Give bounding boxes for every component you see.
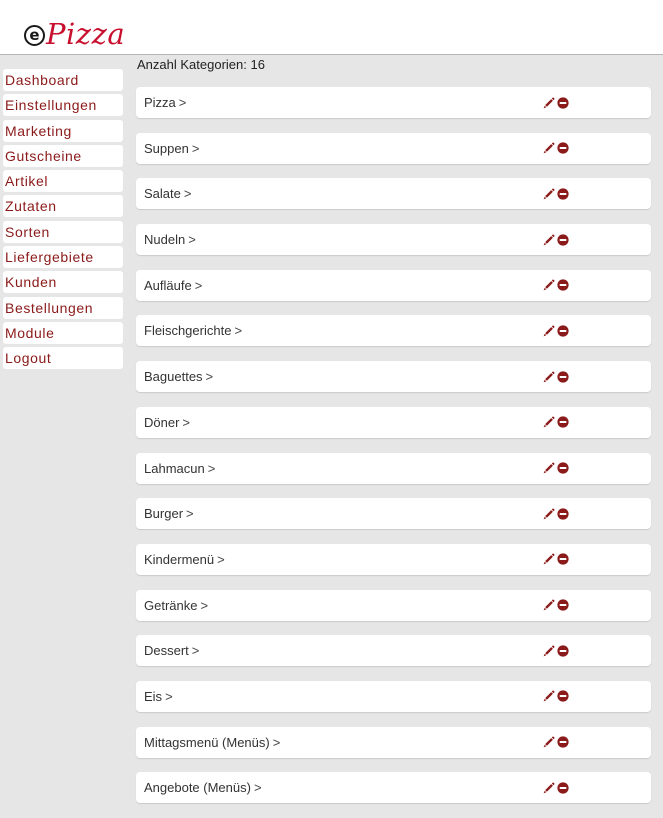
chevron-right-icon: > xyxy=(165,688,173,704)
pencil-icon[interactable] xyxy=(543,325,555,337)
minus-circle-icon[interactable] xyxy=(557,508,569,520)
pencil-icon[interactable] xyxy=(543,782,555,794)
category-link[interactable] xyxy=(144,635,199,666)
sidebar-item-gutscheine[interactable]: Gutscheine xyxy=(3,145,123,167)
category-link[interactable] xyxy=(144,133,199,164)
chevron-right-icon: > xyxy=(194,277,203,293)
minus-circle-icon[interactable] xyxy=(557,279,569,291)
category-link[interactable] xyxy=(144,453,215,484)
chevron-right-icon: > xyxy=(217,551,225,567)
logo-e-circle: e xyxy=(24,25,45,46)
row-actions xyxy=(543,507,569,520)
chevron-right-icon: > xyxy=(182,414,191,430)
pencil-icon[interactable] xyxy=(543,462,555,474)
pencil-icon[interactable] xyxy=(543,645,555,657)
row-actions xyxy=(543,96,569,109)
row-actions xyxy=(543,599,569,612)
category-label: Mittagsmenü (Menüs) xyxy=(144,734,270,750)
category-label: Angebote (Menüs) xyxy=(144,780,251,796)
category-link[interactable] xyxy=(144,590,208,621)
chevron-right-icon: > xyxy=(205,369,214,385)
minus-circle-icon[interactable] xyxy=(557,234,569,246)
chevron-right-icon: > xyxy=(188,232,196,248)
chevron-right-icon: > xyxy=(272,734,281,750)
category-link[interactable] xyxy=(144,87,186,118)
minus-circle-icon[interactable] xyxy=(557,97,569,109)
category-row[interactable] xyxy=(136,407,651,438)
category-list xyxy=(136,87,651,818)
chevron-right-icon: > xyxy=(191,643,200,659)
category-label: Kindermenü xyxy=(144,551,215,567)
category-link[interactable] xyxy=(144,224,196,255)
category-row[interactable] xyxy=(136,635,651,666)
row-actions xyxy=(543,781,569,794)
category-row[interactable] xyxy=(136,315,651,346)
sidebar-item-kunden[interactable]: Kunden xyxy=(3,271,123,293)
category-label: Fleischgerichte xyxy=(144,323,232,339)
row-actions xyxy=(543,233,569,246)
chevron-right-icon: > xyxy=(207,460,216,476)
sidebar-item-bestellungen[interactable]: Bestellungen xyxy=(3,297,123,319)
category-row[interactable] xyxy=(136,453,651,484)
minus-circle-icon[interactable] xyxy=(557,736,569,748)
row-actions xyxy=(543,187,569,200)
category-count: Anzahl Kategorien: 16 xyxy=(137,57,265,72)
category-row[interactable] xyxy=(136,361,651,392)
row-actions xyxy=(543,142,569,155)
minus-circle-icon[interactable] xyxy=(557,325,569,337)
category-link[interactable] xyxy=(144,361,213,392)
chevron-right-icon: > xyxy=(234,323,243,339)
minus-circle-icon[interactable] xyxy=(557,371,569,383)
sidebar-item-einstellungen[interactable]: Einstellungen xyxy=(3,94,123,116)
minus-circle-icon[interactable] xyxy=(557,645,569,657)
category-row[interactable] xyxy=(136,590,651,621)
category-label: Baguettes xyxy=(144,369,203,385)
pencil-icon[interactable] xyxy=(543,599,555,611)
category-row[interactable] xyxy=(136,498,651,529)
row-actions xyxy=(543,644,569,657)
pencil-icon[interactable] xyxy=(543,97,555,109)
row-actions xyxy=(543,370,569,383)
sidebar-item-module[interactable]: Module xyxy=(3,322,123,344)
pencil-icon[interactable] xyxy=(543,371,555,383)
minus-circle-icon[interactable] xyxy=(557,599,569,611)
header-bar xyxy=(0,0,663,55)
category-label: Lahmacun xyxy=(144,460,205,476)
category-link[interactable] xyxy=(144,727,280,758)
chevron-right-icon: > xyxy=(253,780,262,796)
pencil-icon[interactable] xyxy=(543,736,555,748)
category-link[interactable] xyxy=(144,315,242,346)
category-label: Getränke xyxy=(144,597,198,613)
chevron-right-icon: > xyxy=(191,140,200,156)
category-label: Nudeln xyxy=(144,232,186,248)
sidebar-item-zutaten[interactable]: Zutaten xyxy=(3,195,123,217)
row-actions xyxy=(543,324,569,337)
category-link[interactable] xyxy=(144,681,173,712)
chevron-right-icon: > xyxy=(200,597,209,613)
category-row[interactable] xyxy=(136,87,651,118)
category-link[interactable] xyxy=(144,270,202,301)
row-actions xyxy=(543,736,569,749)
category-row[interactable] xyxy=(136,772,651,803)
chevron-right-icon: > xyxy=(183,186,192,202)
row-actions xyxy=(543,690,569,703)
minus-circle-icon[interactable] xyxy=(557,188,569,200)
chevron-right-icon: > xyxy=(178,95,187,110)
category-label: Burger xyxy=(144,506,184,522)
minus-circle-icon[interactable] xyxy=(557,553,569,565)
minus-circle-icon[interactable] xyxy=(557,142,569,154)
category-row[interactable] xyxy=(136,681,651,712)
category-row[interactable] xyxy=(136,133,651,164)
sidebar-item-artikel[interactable]: Artikel xyxy=(3,170,123,192)
pencil-icon[interactable] xyxy=(543,142,555,154)
category-row[interactable] xyxy=(136,727,651,758)
category-link[interactable] xyxy=(144,407,190,438)
minus-circle-icon[interactable] xyxy=(557,416,569,428)
sidebar-nav xyxy=(3,69,123,373)
category-label: Döner xyxy=(144,414,180,430)
category-link[interactable] xyxy=(144,772,262,803)
pencil-icon[interactable] xyxy=(543,690,555,702)
minus-circle-icon[interactable] xyxy=(557,690,569,702)
category-label: Aufläufe xyxy=(144,277,192,293)
pencil-icon[interactable] xyxy=(543,279,555,291)
category-link[interactable] xyxy=(144,498,194,529)
row-actions xyxy=(543,279,569,292)
category-label: Salate xyxy=(144,186,181,202)
pencil-icon[interactable] xyxy=(543,234,555,246)
category-row[interactable] xyxy=(136,270,651,301)
row-actions xyxy=(543,553,569,566)
pencil-icon[interactable] xyxy=(543,508,555,520)
sidebar-item-liefergebiete[interactable]: Liefergebiete xyxy=(3,246,123,268)
pencil-icon[interactable] xyxy=(543,553,555,565)
category-link[interactable] xyxy=(144,178,191,209)
minus-circle-icon[interactable] xyxy=(557,782,569,794)
chevron-right-icon: > xyxy=(186,506,194,522)
pencil-icon[interactable] xyxy=(543,416,555,428)
category-row[interactable] xyxy=(136,544,651,575)
sidebar-item-dashboard[interactable]: Dashboard xyxy=(3,69,123,91)
row-actions xyxy=(543,462,569,475)
logo-wordmark: Pizza xyxy=(46,17,126,51)
sidebar-item-logout[interactable]: Logout xyxy=(3,347,123,369)
category-row[interactable] xyxy=(136,224,651,255)
category-label: Pizza xyxy=(144,95,176,110)
sidebar-item-sorten[interactable]: Sorten xyxy=(3,221,123,243)
pencil-icon[interactable] xyxy=(543,188,555,200)
row-actions xyxy=(543,416,569,429)
sidebar-item-marketing[interactable]: Marketing xyxy=(3,120,123,142)
minus-circle-icon[interactable] xyxy=(557,462,569,474)
category-label: Eis xyxy=(144,688,163,704)
category-row[interactable] xyxy=(136,178,651,209)
category-label: Suppen xyxy=(144,140,189,156)
epizza-logo[interactable] xyxy=(24,16,125,50)
category-link[interactable] xyxy=(144,544,225,575)
category-label: Dessert xyxy=(144,643,189,659)
